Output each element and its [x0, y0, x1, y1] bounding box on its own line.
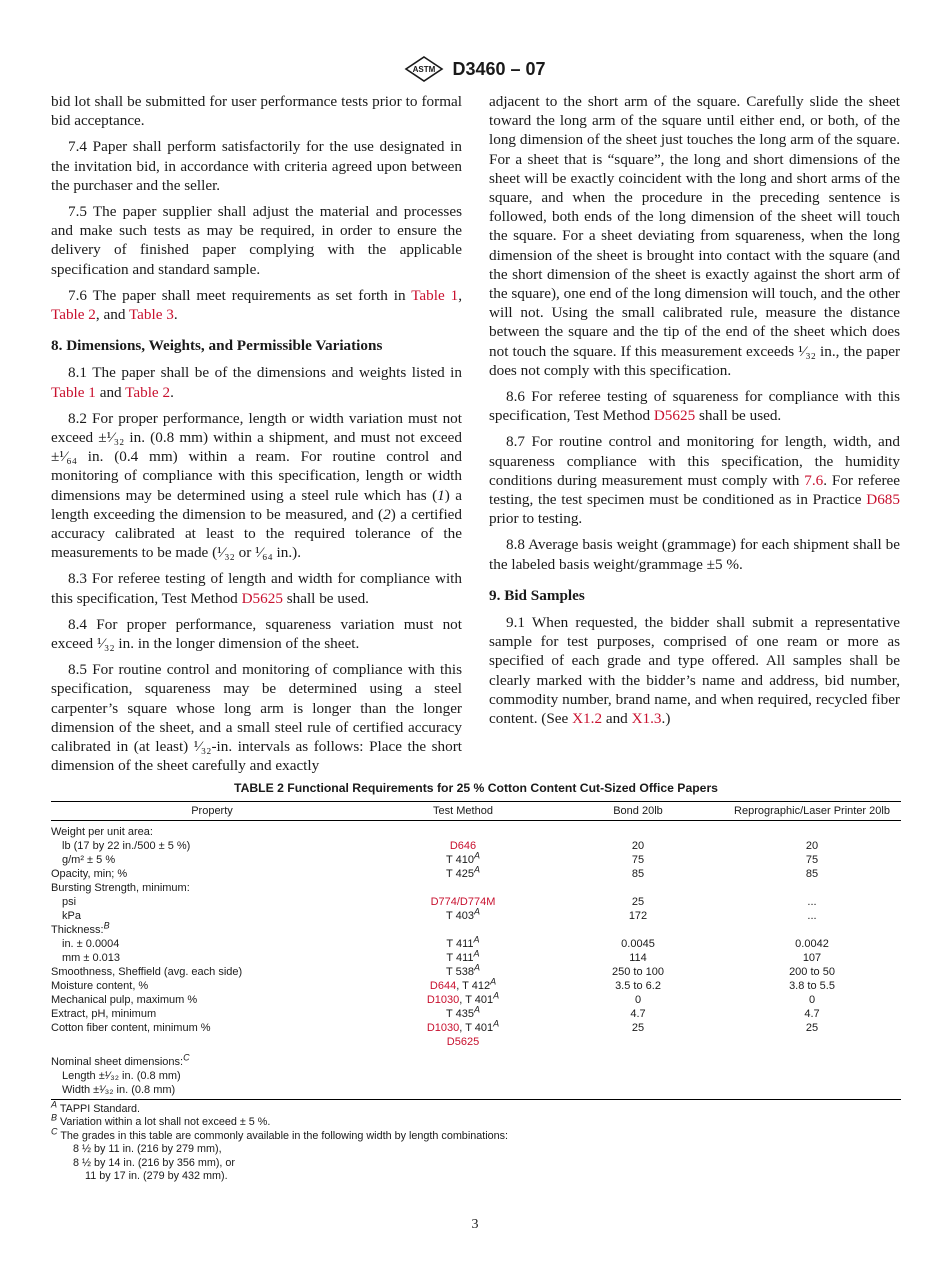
method-cell: T $435^A$	[446, 1003, 480, 1020]
laser-cell: 75	[805, 853, 819, 866]
link-d774[interactable]: D774/D774M	[430, 895, 496, 908]
method-cell: T $411^A$	[446, 947, 480, 964]
right-column	[489, 92, 900, 735]
property-cell: Weight per unit area:	[51, 825, 153, 838]
laser-cell: 20	[805, 839, 819, 852]
table-row	[51, 1069, 901, 1083]
page-header	[0, 56, 950, 82]
column-header: Reprographic/Laser Printer 20lb	[723, 802, 901, 821]
link-d1030[interactable]: D1030	[426, 993, 460, 1006]
bond-cell: 0.0045	[621, 937, 655, 950]
footnote-c: $^C$ The grades in this table are commonly available in the following width by length combinations:	[51, 1126, 509, 1142]
table-row	[51, 965, 901, 979]
footnote-c-item: 8 ½ by 11 in. (216 by 279 mm),	[73, 1143, 222, 1156]
bond-cell: 172	[628, 909, 648, 922]
paragraph-8-8: 8.8 Average basis weight (grammage) for each shipment shall be the labeled basis weight/grammage ±5 %.	[489, 536, 900, 573]
column-header: Bond 20lb	[553, 802, 723, 821]
link-d1030[interactable]: D1030	[426, 1021, 460, 1034]
table-header-row	[51, 802, 901, 821]
table-row	[51, 1055, 901, 1069]
column-header: Property	[51, 802, 373, 821]
paragraph-7-5: 7.5 The paper supplier shall adjust the material and processes and make such tests as may be required, in order to ensure the delivery of finished paper complying with the applicable specification and standard sample.	[51, 203, 462, 278]
section-8-heading: 8. Dimensions, Weights, and Permissible Variations	[51, 337, 383, 355]
link-x1-3[interactable]: X1.3	[631, 710, 662, 728]
table-row	[51, 1021, 901, 1035]
paragraph-8-4: 8.4 For proper performance, squareness variation must not exceed ¹⁄₃₂ in. in the longer dimension of the sheet.	[51, 615, 462, 653]
paragraph-8-2: 8.2 For proper performance, length or width variation must not exceed ±¹⁄₃₂ in. (0.8 mm) within a shipment, and must not exceed ±¹⁄₆₄ in. (0.4 mm) within a ream. For routine control and monitoring of compliance with this specification, length or width dimensions may be determined using a steel rule which has (1) a length exceeding the dimension to be measured, and (2) a certified accuracy calibrated at least to the required tolerance of the measurements to be made (¹⁄₃₂ or ¹⁄₆₄ in.).	[51, 409, 462, 562]
property-cell: Width ±¹⁄₃₂ in. (0.8 mm)	[51, 1083, 373, 1100]
link-d5625[interactable]: D5625	[241, 589, 283, 607]
property-cell: Length ±¹⁄₃₂ in. (0.8 mm)	[62, 1069, 181, 1082]
table-row	[51, 909, 901, 923]
bond-cell: 25	[631, 895, 645, 908]
property-cell: Mechanical pulp, maximum %	[51, 993, 198, 1006]
property-cell: Smoothness, Sheffield (avg. each side)	[51, 965, 243, 978]
method-cell: D644, T $412^A$	[429, 975, 497, 992]
table-row	[51, 825, 901, 839]
paragraph-8-5-continued: adjacent to the short arm of the square. Carefully slide the sheet toward the long arm of the square until either end, or both, of the long dimension of the sheet just touches the long arm of the square. For a sheet that is “square”, the long and short dimensions of the sheet will be exactly coincident with the long and short arms of the square, and when the procedure in the preceding sentence is followed, both ends of the long dimension of the sheet will touch the square. For a sheet deviating from squareness, when the long dimension of the sheet is brought into contact with the square (and the short dimension of the sheet is exactly against the short arm of the square), one end of the long dimension will touch, and the other will not. Using the small calibrated rule, measure the distance between the square and the tip of the end of the sheet which does not touch the square. If this measurement exceeds ¹⁄₃₂ in., the paper does not comply with this specification.	[489, 93, 900, 379]
astm-logo-text: ASTM	[413, 65, 436, 74]
page-number: 3	[471, 1217, 479, 1232]
property-cell: kPa	[62, 909, 81, 922]
bond-cell: 3.5 to 6.2	[615, 979, 661, 992]
property-cell: psi	[62, 895, 77, 908]
bond-cell: 20	[631, 839, 645, 852]
laser-cell: 107	[802, 951, 822, 964]
paragraph-7-6: 7.6 The paper shall meet requirements as set forth in Table 1, Table 2, and Table 3.	[51, 286, 462, 324]
paragraph-8-6: 8.6 For referee testing of squareness for compliance with this specification, Test Method D5625 shall be used.	[489, 388, 900, 425]
property-cell: Cotton fiber content, minimum %	[51, 1021, 211, 1034]
bond-cell: 4.7	[630, 1007, 646, 1020]
section-9-heading: 9. Bid Samples	[489, 586, 585, 604]
laser-cell: 200 to 50	[789, 965, 835, 978]
link-d685[interactable]: D685	[866, 491, 900, 509]
astm-logo-icon	[404, 56, 444, 82]
property-cell: Moisture content, %	[51, 979, 149, 992]
link-x1-2[interactable]: X1.2	[572, 710, 603, 728]
method-cell: T $425^A$	[446, 863, 480, 880]
method-cell: D1030, T $401^A$	[426, 1017, 500, 1034]
standard-designation: D3460 – 07	[452, 58, 546, 79]
link-section-7-6[interactable]: 7.6	[804, 471, 824, 489]
method-cell: T $411^A$	[446, 933, 480, 950]
property-cell: Bursting Strength, minimum:	[51, 881, 190, 894]
property-cell: Extract, pH, minimum	[51, 1007, 157, 1020]
laser-cell: 3.8 to 5.5	[789, 979, 835, 992]
link-d646[interactable]: D646	[449, 839, 477, 852]
property-cell: in. ± 0.0004	[62, 937, 120, 950]
table-row	[51, 1083, 901, 1100]
method-cell: T $403^A$	[446, 905, 480, 922]
table-footnotes	[51, 1098, 901, 1185]
method-cell	[373, 895, 553, 909]
method-cell	[373, 839, 553, 853]
link-table-2[interactable]: Table 2	[125, 383, 171, 401]
property-cell: Thickness:$^B$	[51, 919, 110, 936]
table-row	[51, 1007, 901, 1021]
property-cell: mm ± 0.013	[62, 951, 121, 964]
paragraph-7-4: 7.4 Paper shall perform satisfactorily for the use designated in the invitation bid, in accordance with criteria agreed upon between the purchaser and the seller.	[51, 138, 462, 194]
laser-cell: ...	[807, 895, 817, 908]
paragraph-8-7: 8.7 For routine control and monitoring for length, width, and squareness compliance with this specification, the humidity conditions during measurement must comply with 7.6. For referee testing, the test specimen must be conditioned as in Practice D685 prior to testing.	[489, 433, 900, 528]
bond-cell: 114	[629, 951, 647, 964]
left-column	[51, 92, 462, 783]
table-row	[51, 1035, 901, 1049]
property-cell: g/m² ± 5 %	[62, 853, 116, 866]
method-cell: T $410^A$	[446, 849, 480, 866]
laser-cell: 4.7	[804, 1007, 820, 1020]
bond-cell: 0	[634, 993, 642, 1006]
bond-cell: 25	[631, 1021, 645, 1034]
table-row	[51, 979, 901, 993]
link-d5625[interactable]: D5625	[653, 407, 696, 425]
link-table-2[interactable]: Table 2	[51, 306, 96, 324]
method-cell: T $538^A$	[446, 961, 480, 978]
paragraph-9-1: 9.1 When requested, the bidder shall submit a representative sample for test purposes, comprised of one ream or more as specified of each grade and type offered. All samples shall be clearly marked with the bidder’s name and address, bid number, commodity number, brand name, and when required, recycled fiber content. (See X1.2 and X1.3.)	[489, 614, 900, 728]
laser-cell: 25	[805, 1021, 819, 1034]
link-table-3[interactable]: Table 3	[128, 306, 174, 324]
footnote-c-item: 11 by 17 in. (279 by 432 mm).	[85, 1170, 228, 1183]
bond-cell: 85	[631, 867, 645, 880]
table-row	[51, 867, 901, 881]
laser-cell: 0	[808, 993, 816, 1006]
footnote-b: $^B$ Variation within a lot shall not exceed ± 5 %.	[51, 1112, 271, 1129]
paragraph-8-5: 8.5 For routine control and monitoring of compliance with this specification, squareness may be determined using a steel carpenter’s square whose long arm is longer than the longer dimension of the sheet, and a small steel rule of certified accuracy calibrated in (at least) ¹⁄₃₂-in. intervals as follows: Place the short dimension of the sheet carefully and exactly	[51, 661, 462, 775]
requirements-table	[51, 801, 901, 1100]
paragraph-7-3-continued: bid lot shall be submitted for user performance tests prior to formal bid acceptance.	[51, 93, 462, 130]
paragraph-8-3: 8.3 For referee testing of length and width for compliance with this specification, Test Method D5625 shall be used.	[51, 570, 462, 607]
method-cell: D1030, T $401^A$	[426, 989, 500, 1006]
laser-cell: 0.0042	[795, 937, 829, 950]
table-row	[51, 881, 901, 895]
link-d5625[interactable]: D5625	[446, 1035, 480, 1048]
footnote-c-item: 8 ½ by 14 in. (216 by 356 mm), or	[73, 1156, 236, 1169]
link-table-1[interactable]: Table 1	[411, 286, 459, 304]
table-caption: TABLE 2 Functional Requirements for 25 % Cotton Content Cut-Sized Office Papers	[234, 781, 718, 795]
bond-cell: 75	[631, 853, 645, 866]
footnote-a: $^A$ TAPPI Standard.	[51, 1098, 141, 1115]
link-table-1[interactable]: Table 1	[51, 383, 96, 401]
property-cell: lb (17 by 22 in./500 ± 5 %)	[62, 839, 191, 852]
laser-cell: ...	[807, 909, 817, 922]
property-cell: Nominal sheet dimensions:$^C$	[51, 1051, 190, 1068]
table-2	[51, 781, 901, 1184]
link-d644[interactable]: D644	[429, 979, 457, 992]
property-cell: Opacity, min; %	[51, 867, 128, 880]
paragraph-8-1: 8.1 The paper shall be of the dimensions and weights listed in Table 1 and Table 2.	[51, 364, 462, 401]
bond-cell: 250 to 100	[612, 965, 664, 978]
method-cell	[373, 1035, 553, 1049]
column-header: Test Method	[373, 802, 553, 821]
laser-cell: 85	[805, 867, 819, 880]
